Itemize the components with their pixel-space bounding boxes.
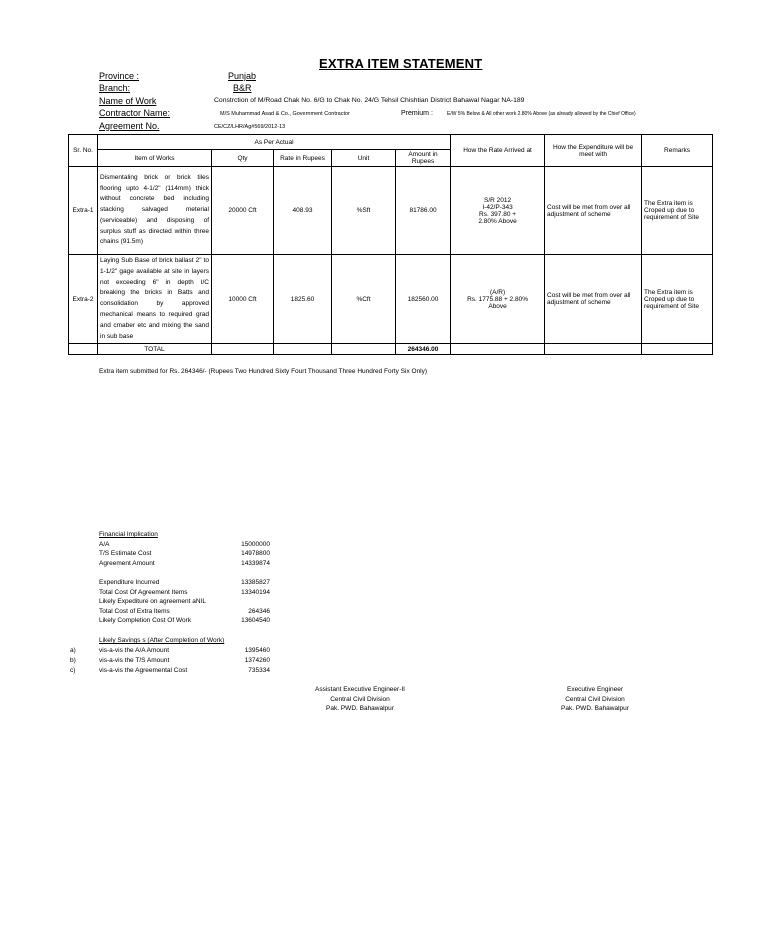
- total-extra-value: 264346: [248, 608, 270, 615]
- work-value: Constrction of M/Road Chak No. 6/G to Chak No. 24/G Tehsil Chishtian District Bahawal Nagar NA-189: [214, 97, 525, 104]
- total-empty-cell: [69, 344, 98, 355]
- how-rate-line: Rs. 1775.88 + 2.80%: [467, 295, 528, 303]
- aa-label: A/A: [99, 541, 110, 548]
- total-empty-cell: [332, 344, 396, 355]
- financial-heading: Financial Implication: [99, 531, 158, 538]
- table-row: [69, 167, 713, 255]
- submission-note: Extra item submitted for Rs. 264346/- (Rupees Two Hundred Sixty Fourt Thousand Three Hundred Forty Six Only): [99, 368, 428, 375]
- total-row: [69, 344, 713, 355]
- row-remarks: The Extra item is Croped up due to requirement of Site: [642, 255, 713, 344]
- total-label: TOTAL: [98, 344, 212, 355]
- table-row: [69, 255, 713, 344]
- signature-right-division: Central Civil Division: [565, 695, 625, 703]
- how-rate-line: (A/R): [489, 288, 506, 296]
- total-empty-cell: [274, 344, 332, 355]
- expenditure-label: Expenditure Incurred: [99, 579, 160, 586]
- row-qty: 10000 Cft: [212, 255, 274, 344]
- savings-value: 1395460: [244, 647, 270, 654]
- ts-value: 14978800: [241, 550, 270, 557]
- row-rate: 408.93: [274, 167, 332, 255]
- how-rate-line: 2.80% Above: [478, 217, 517, 225]
- savings-mark: c): [70, 667, 76, 674]
- total-cost-value: 13340194: [241, 589, 270, 596]
- province-label: Province :: [99, 71, 140, 81]
- row-amount: 81786.00: [396, 167, 451, 255]
- savings-value: 1374260: [244, 657, 270, 664]
- total-extra-label: Total Cost of Extra Items: [99, 608, 170, 615]
- completion-cost-label: Likely Completion Cost Of Work: [99, 617, 191, 624]
- agreement-amount-label: Agreement Amount: [99, 560, 155, 567]
- signature-left-title: Assistant Executive Engineer-II: [315, 686, 405, 693]
- row-item: Dismentaling brick or brick tiles flooring upto 4-1/2" (114mm) thick without concrete bed including stacking salvaged meterial (serviceable) and disposing of surplus stuff as directed within three chains (91.5m): [98, 167, 212, 255]
- signature-right-office: Pak. PWD. Bahawalpur: [561, 705, 629, 712]
- row-how-expenditure: Cost will be met from over all adjustment of scheme: [545, 255, 642, 344]
- header-rate: Rate in Rupees: [274, 150, 332, 167]
- agreement-label: Agreement No.: [99, 121, 160, 131]
- total-empty-cell: [545, 344, 642, 355]
- total-empty-cell: [212, 344, 274, 355]
- aa-value: 15000000: [241, 541, 270, 548]
- savings-value: 735334: [248, 667, 270, 674]
- savings-mark: a): [70, 647, 76, 654]
- completion-cost-value: 13604540: [241, 617, 270, 624]
- total-empty-cell: [642, 344, 713, 355]
- header-remarks: Remarks: [642, 135, 713, 167]
- header-amount: Amount in Rupees: [396, 150, 451, 167]
- total-empty-cell: [451, 344, 545, 355]
- signature-right-title: Executive Engineer: [566, 686, 623, 693]
- header-unit: Unit: [332, 150, 396, 167]
- row-rate: 1825.60: [274, 255, 332, 344]
- premium-label: Premium :: [401, 110, 433, 117]
- likely-expenditure-label: Likely Expediture on agreement aNIL: [99, 598, 206, 605]
- row-sr: Extra-1: [69, 167, 98, 255]
- work-label: Name of Work: [99, 96, 157, 106]
- signature-left-division: Central Civil Division: [330, 695, 390, 703]
- savings-label: vis-a-vis the Agreemental Cost: [99, 667, 188, 674]
- document-title: EXTRA ITEM STATEMENT: [319, 56, 483, 71]
- savings-label: vis-a-vis the A/A Amount: [99, 647, 170, 654]
- contractor-value: M/S Muhammad Asad & Co., Government Contractor: [220, 111, 350, 117]
- header-as-per-actual: As Per Actual: [98, 135, 451, 150]
- row-sr: Extra-2: [69, 255, 98, 344]
- signature-left-office: Pak. PWD. Bahawalpur: [326, 705, 394, 712]
- extra-items-table: [68, 134, 713, 355]
- signature-left: [290, 685, 430, 714]
- agreement-amount-value: 14339874: [241, 560, 270, 567]
- row-how-expenditure: Cost will be met from over all adjustment of scheme: [545, 167, 642, 255]
- how-rate-line: Rs. 397.80 +: [479, 210, 517, 218]
- how-rate-line: S/R 2012: [483, 196, 512, 204]
- row-unit: %Sft: [332, 167, 396, 255]
- header-item: Item of Works: [98, 150, 212, 167]
- row-remarks: The Extra item is Croped up due to requirement of Site: [642, 167, 713, 255]
- header-sr-no: Sr. No.: [69, 135, 98, 167]
- contractor-label: Contractor Name:: [99, 108, 171, 118]
- premium-value: E/W 5% Below & All other work 2.80% Above (as already allowed by the Chief Office): [447, 111, 636, 117]
- ts-label: T/S Estimate Cost: [99, 550, 152, 557]
- savings-mark: b): [70, 657, 76, 664]
- total-value: 264346.00: [396, 344, 451, 355]
- how-rate-line: I-42/P-343: [482, 203, 513, 211]
- header-how-expenditure: How the Expenditure will be meet with: [545, 135, 642, 167]
- row-item: Laying Sub Base of brick ballast 2" to 1-1/2" gage available at site in layers not exceeding 6" in depth I/C breaking the bricks in Batts and consolidation by approved mechanical means to required grad and cmaber etc and mixing the sand in sub base: [98, 255, 212, 344]
- expenditure-value: 13385827: [241, 579, 270, 586]
- row-unit: %Cft: [332, 255, 396, 344]
- signature-right: [525, 685, 665, 714]
- row-amount: 182560.00: [396, 255, 451, 344]
- branch-value: B&R: [233, 83, 252, 93]
- savings-heading: Likely Savings s (After Completion of Work): [99, 637, 225, 644]
- savings-label: vis-a-vis the T/S Amount: [99, 657, 170, 664]
- row-how-rate: [451, 167, 545, 255]
- row-how-rate: [451, 255, 545, 344]
- how-rate-line: Above: [488, 302, 507, 310]
- agreement-value: CE/CZ/LHR/Ag#569/2012-13: [214, 124, 286, 130]
- total-cost-label: Total Cost Of Agreement Items: [99, 589, 188, 596]
- branch-label: Branch:: [99, 83, 131, 93]
- row-qty: 20000 Cft: [212, 167, 274, 255]
- header-qty: Qty: [212, 150, 274, 167]
- header-how-rate: How the Rate Arrived at: [451, 135, 545, 167]
- province-value: Punjab: [228, 71, 257, 81]
